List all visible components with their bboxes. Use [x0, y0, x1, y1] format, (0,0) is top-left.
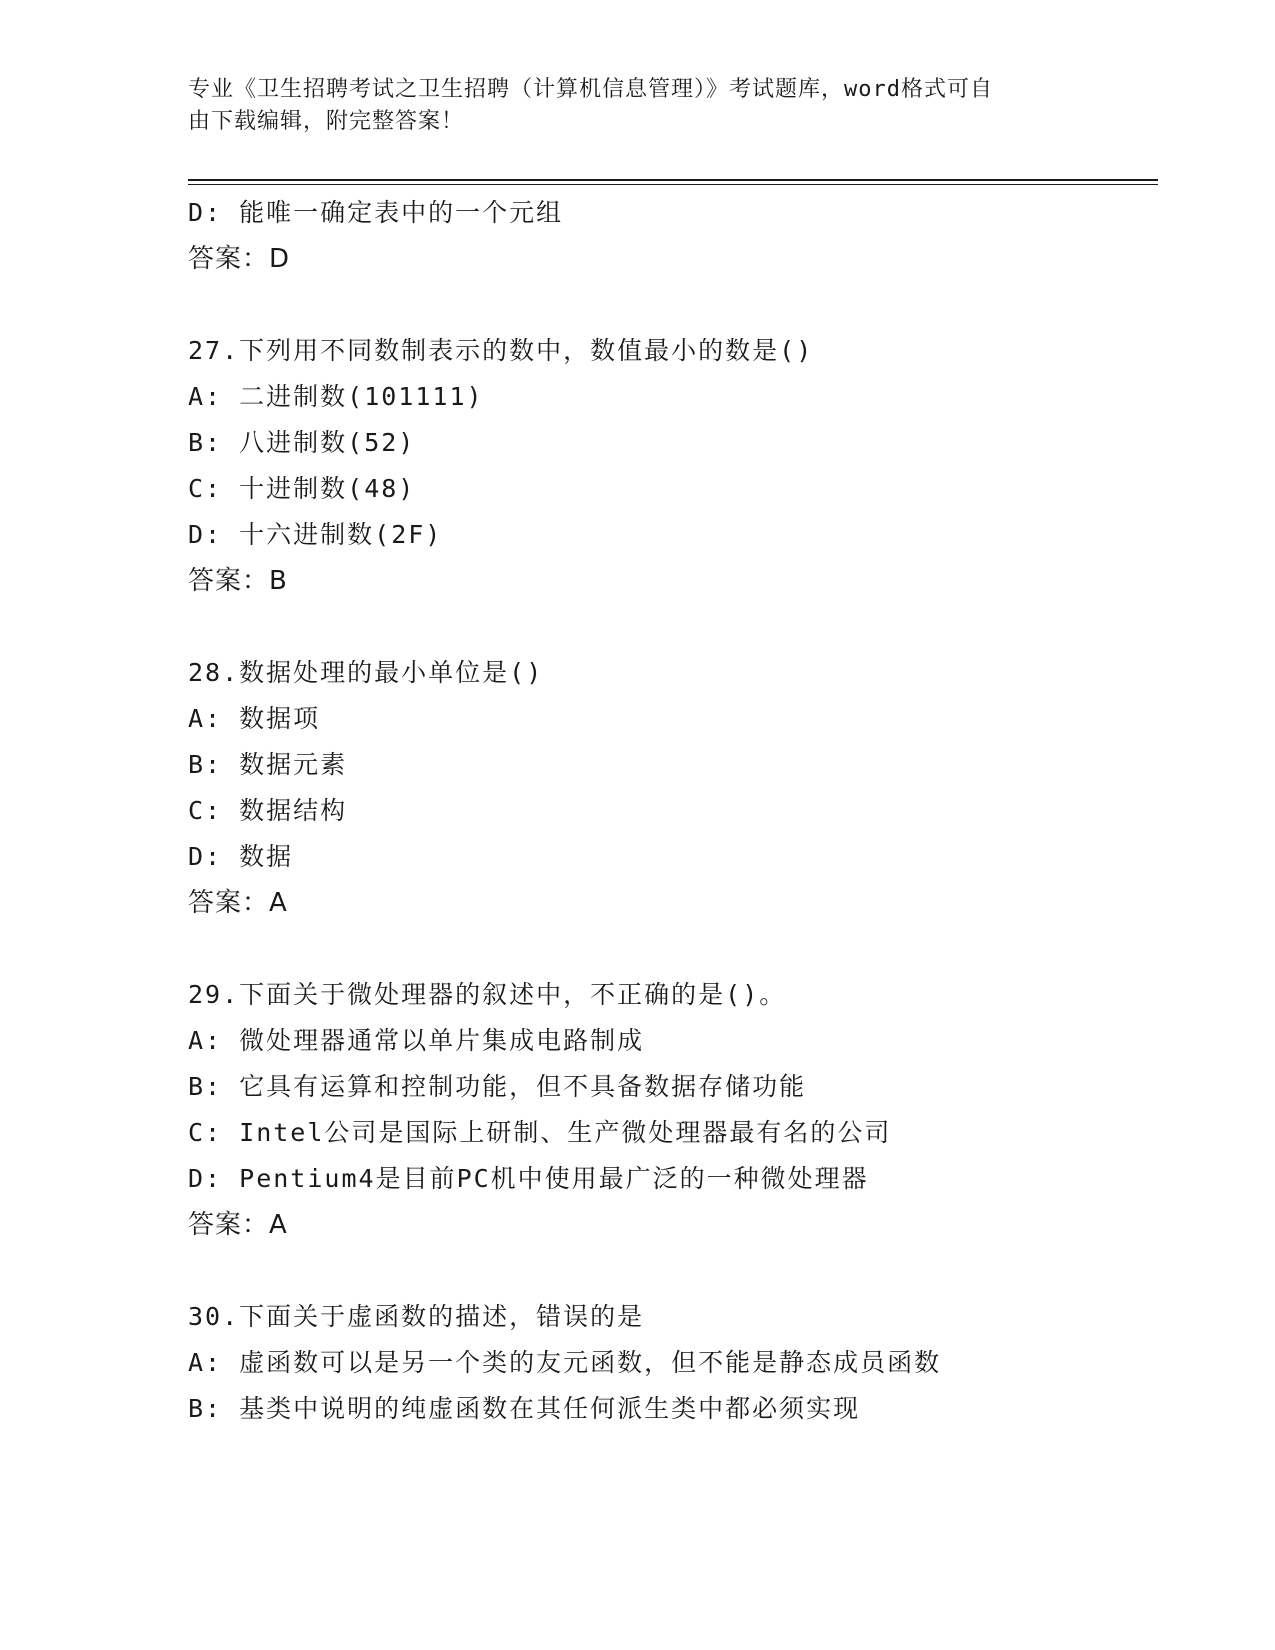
- header-divider-thin: [188, 184, 1158, 185]
- option-d: D: 十六进制数(2F): [188, 520, 443, 549]
- option-c: C: 数据结构: [188, 796, 348, 825]
- option-a: A: 微处理器通常以单片集成电路制成: [188, 1026, 645, 1055]
- option-c: C: Intel公司是国际上研制、生产微处理器最有名的公司: [188, 1118, 892, 1147]
- question-stem: 29.下面关于微处理器的叙述中，不正确的是()。: [188, 980, 787, 1009]
- option-a: A: 数据项: [188, 704, 321, 733]
- option-d: D: Pentium4是目前PC机中使用最广泛的一种微处理器: [188, 1164, 869, 1193]
- question-29: [188, 972, 1148, 1248]
- option-b: B: 数据元素: [188, 750, 348, 779]
- prev-option-d: D: 能唯一确定表中的一个元组: [188, 198, 564, 227]
- option-a: A: 二进制数(101111): [188, 382, 484, 411]
- prev-answer: 答案：D: [188, 244, 291, 274]
- page-header: [188, 74, 1088, 138]
- option-c: C: 十进制数(48): [188, 474, 416, 503]
- question-30: [188, 1294, 1148, 1432]
- header-divider: [188, 179, 1158, 181]
- answer: 答案：B: [188, 566, 288, 596]
- option-b: B: 它具有运算和控制功能，但不具备数据存储功能: [188, 1072, 807, 1101]
- question-list: [188, 190, 1148, 1432]
- option-b: B: 基类中说明的纯虚函数在其任何派生类中都必须实现: [188, 1394, 861, 1423]
- option-d: D: 数据: [188, 842, 294, 871]
- question-27: [188, 328, 1148, 604]
- question-stem: 27.下列用不同数制表示的数中，数值最小的数是(): [188, 336, 814, 365]
- question-stem: 28.数据处理的最小单位是(): [188, 658, 544, 687]
- question-stem: 30.下面关于虚函数的描述，错误的是: [188, 1302, 645, 1331]
- header-line-1: 专业《卫生招聘考试之卫生招聘（计算机信息管理）》考试题库，word格式可自: [188, 77, 993, 102]
- question-28: [188, 650, 1148, 926]
- answer: 答案：A: [188, 888, 288, 918]
- answer: 答案：A: [188, 1210, 288, 1240]
- option-b: B: 八进制数(52): [188, 428, 416, 457]
- header-line-2: 由下载编辑，附完整答案！: [188, 109, 465, 134]
- option-a: A: 虚函数可以是另一个类的友元函数，但不能是静态成员函数: [188, 1348, 942, 1377]
